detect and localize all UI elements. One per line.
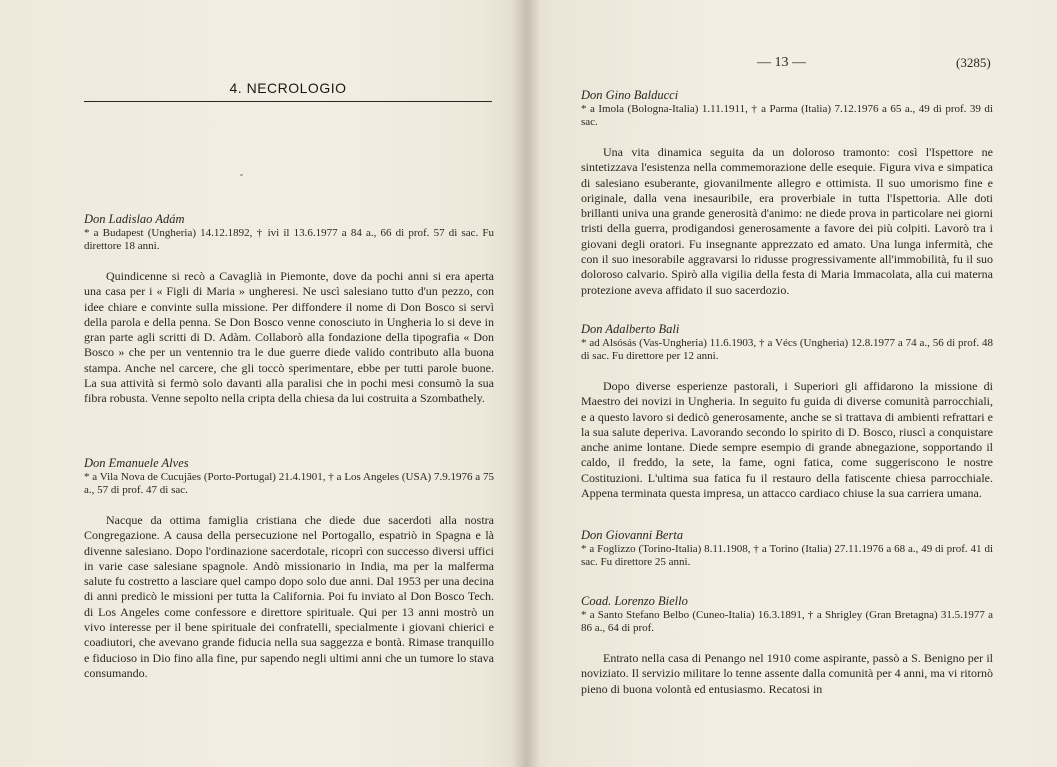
entry-dates: * a Budapest (Ungheria) 14.12.1892, † ivi il 13.6.1977 a 84 a., 66 di prof. 57 di sac. Fu direttore 18 anni. xyxy=(84,227,494,252)
entry-dates: * a Santo Stefano Belbo (Cuneo-Italia) 16.3.1891, † a Shrigley (Gran Bretagna) 31.5.1977 a 86 a., 64 di prof. xyxy=(581,609,993,634)
obituary-entry xyxy=(581,528,993,569)
entry-dates: * a Foglizzo (Torino-Italia) 8.11.1908, † a Torino (Italia) 27.11.1976 a 68 a., 49 di prof. 41 di sac. Fu direttore 25 anni. xyxy=(581,543,993,568)
page-number: — 13 — xyxy=(757,55,806,70)
issue-number: (3285) xyxy=(956,55,991,70)
entry-name: Don Giovanni Berta xyxy=(581,528,684,542)
entry-name: Don Ladislao Adám xyxy=(84,212,185,226)
title-rule xyxy=(84,101,492,102)
left-page xyxy=(0,0,524,767)
entry-body: Quindicenne si recò a Cavaglià in Piemonte, dove da pochi anni si era aperta una casa per i « Figli di Maria » ungheresi. Ne uscì salesiano tutto d'un pezzo, con idee chiare e convinte sulla missione. Per diffondere il nome di Don Bosco si servì della parola e della penna. Se Don Bosco venne conosciuto in Ungheria lo si deve in gran parte agli scritti di D. Adàm. Collaborò alla fondazione della tipografia « Don Bosco » che per un ventennio tra le due guerre diede valido contributo alla buona stampa. Anche nel carcere, che gli toccò sperimentare, ebbe per tutti parole buone. La sua attività si fermò solo davanti alla paralisi che in pochi mesi consumò la sua fibra robusta. Venne sepolto nella cripta della chiesa da lui costruita a Szombathely. xyxy=(84,269,494,406)
entry-body: Entrato nella casa di Penango nel 1910 come aspirante, passò a S. Benigno per il noviziato. Il servizio militare lo tenne assente dalla comunità per 4 anni, ma vi ritornò pieno di buona volontà ed entusiasmo. Recatosi in xyxy=(581,651,993,696)
obituary-entry xyxy=(84,456,494,681)
entry-dates: * a Vila Nova de Cucujães (Porto-Portugal) 21.4.1901, † a Los Angeles (USA) 7.9.1976 a 75 a., 57 di prof. 47 di sac. xyxy=(84,471,494,496)
obituary-entry xyxy=(84,212,494,407)
entry-body: Nacque da ottima famiglia cristiana che diede due sacerdoti alla nostra Congregazione. A causa della persecuzione nel Portogallo, espatriò in Spagna e là divenne salesiano. Dopo l'ordinazione sacerdotale, ricoprì con successo diversi uffici in varie case salesiane spagnole. Andò missionario in India, ma per la malferma salute fu costretto a lasciare quel campo dopo solo due anni. Dal 1953 per una decina di anni predicò le missioni per tutta la California. Poi fu inviato al Don Bosco Tech. di Los Angeles come confessore e direttore spirituale. Qui per 13 anni mostrò un vivo interesse per il bene spirituale dei confratelli, specialmente i giovani chierici e coadiutori, che avevano grande fiducia nella sua saggezza e bontà. Rimase tranquillo e fiducioso in Dio fino alla fine, pur sapendo negli ultimi anni che un tumore lo stava consumando. xyxy=(84,513,494,680)
right-page xyxy=(524,0,1057,767)
entry-name: Don Gino Balducci xyxy=(581,88,679,102)
entry-name: Don Adalberto Bali xyxy=(581,322,680,336)
section-title: 4. NECROLOGIO xyxy=(229,80,347,96)
obituary-entry xyxy=(581,88,993,298)
book-gutter xyxy=(512,0,540,767)
obituary-entry xyxy=(581,594,993,697)
entry-name: Coad. Lorenzo Biello xyxy=(581,594,688,608)
entry-dates: * ad Alsósás (Vas-Ungheria) 11.6.1903, † a Vécs (Ungheria) 12.8.1977 a 74 a., 56 di prof. 48 di sac. Fu direttore per 12 anni. xyxy=(581,337,993,362)
obituary-entry xyxy=(581,322,993,501)
entry-body: Dopo diverse esperienze pastorali, i Superiori gli affidarono la missione di Maestro dei novizi in Ungheria. In seguito fu guida di diverse comunità parrocchiali, e a questo lavoro si dedicò generosamente, anche se si trattava di ambienti refrattari e la sua salute deperiva. Lavorando secondo lo spirito di D. Bosco, riuscì a conquistare anche anime lontane. Diede sempre esempio di grande abnegazione, sopportando il caldo, il freddo, la sete, la fame, ogni fatica, come suggeriscono le nostre Costituzioni. L'ultima sua fatica fu il restauro della fatiscente chiesa parrocchiale. Appena terminata questa impresa, un attacco cardiaco chiuse la sua carriera umana. xyxy=(581,379,993,501)
paper-speck xyxy=(240,174,243,176)
entry-dates: * a Imola (Bologna-Italia) 1.11.1911, † a Parma (Italia) 7.12.1976 a 65 a., 49 di prof. 39 di sac. xyxy=(581,103,993,128)
entry-body: Una vita dinamica seguita da un doloroso tramonto: così l'Ispettore ne sintetizzava l'esistenza nella commemorazione delle esequie. Figura viva e simpatica di salesiano esuberante, giovanilmente allegro e ottimista. Il suo umorismo fine e originale, dalla vena inesauribile, era proverbiale in tutta l'Ispettoria. Alle doti brillanti univa una grande generosità d'animo: ne diede prova in particolare nei giorni tristi della guerra, prodigandosi generosamente a favore dei più colpiti. Lavorò tra i giovani degli oratori. Fu insegnante apprezzato ed amato. Una lunga infermità, che con il suo inesorabile aggravarsi lo ridusse progressivamente all'immobilità, fu il suo doloroso calvario. Spirò alla vigilia della festa di Maria Immacolata, alla cui materna protezione aveva affidato il suo sacerdozio. xyxy=(581,145,993,297)
entry-name: Don Emanuele Alves xyxy=(84,456,189,470)
